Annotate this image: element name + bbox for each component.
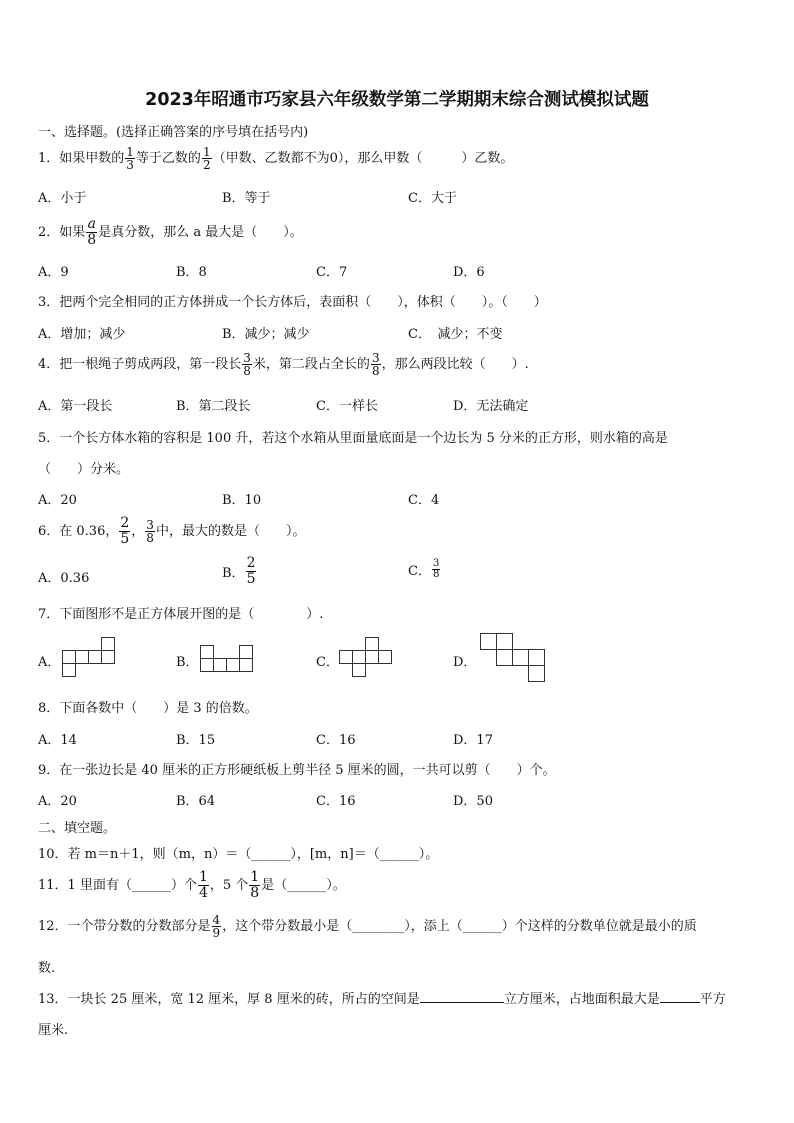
q9-option-c[interactable]: C．16: [316, 794, 356, 809]
question-9: 9．在一张边长是 40 厘米的正方形硬纸板上剪半径 5 厘米的圆，一共可以剪（ ）个。: [38, 763, 556, 778]
q6-option-b[interactable]: B． $\frac{2}{5}$: [222, 555, 256, 587]
q11-text-pre: 11．1 里面有（______）个: [38, 878, 197, 893]
q3-option-a[interactable]: A．增加；减少: [38, 327, 126, 342]
q11-text-mid: ，5 个: [209, 878, 249, 893]
cube-net-d: [480, 633, 546, 685]
q2-text-post: 是真分数，那么 a 最大是（ ）。: [98, 225, 303, 240]
q4-text-pre: 4．把一根绳子剪成两段，第一段长: [38, 357, 242, 372]
q4-text-post: ，那么两段比较（ ）.: [381, 357, 529, 372]
page-title: 2023年昭通市巧家县六年级数学第二学期期末综合测试模拟试题: [145, 90, 649, 110]
question-1: [38, 146, 513, 171]
q9-option-b[interactable]: B．64: [176, 794, 216, 809]
q2-fraction: $\frac{a}{8}$: [87, 216, 97, 248]
cube-net-a: [62, 637, 116, 679]
q11-text-post: 是（______）。: [261, 878, 346, 893]
question-10: 10．若 m＝n＋1，则（m，n）＝（______），[m，n]＝（______）。: [38, 847, 439, 862]
section-heading-choice: 一、选择题。(选择正确答案的序号填在括号内): [38, 125, 309, 140]
q3-option-c[interactable]: C． 减少；不变: [408, 327, 503, 342]
q7-option-b[interactable]: B．: [176, 655, 199, 670]
q12-text-pre: 12．一个带分数的分数部分是: [38, 919, 211, 934]
q6-text-pre: 6．在 0.36，: [38, 524, 119, 539]
question-11: [38, 870, 346, 901]
q5-option-b[interactable]: B．10: [222, 493, 262, 508]
q1-fraction-1: $\frac{1}{3}$: [126, 145, 134, 172]
q6-fraction-2: $\frac{3}{8}$: [146, 518, 154, 545]
q7-option-d[interactable]: D．: [453, 655, 477, 670]
q9-option-a[interactable]: A．20: [38, 794, 77, 809]
question-6: [38, 516, 305, 547]
q5-option-c[interactable]: C．4: [408, 493, 440, 508]
q5-option-a[interactable]: A．20: [38, 493, 77, 508]
q4-fraction-1: $\frac{3}{8}$: [243, 351, 251, 378]
q4-text-mid: 米，第二段占全长的: [252, 357, 370, 372]
question-13: [38, 988, 726, 1007]
question-4: [38, 352, 529, 377]
q13-text-mid: 立方厘米，占地面积最大是: [503, 992, 660, 1007]
section-heading-fill: 二、填空题。: [38, 821, 117, 836]
question-2: [38, 217, 303, 248]
q9-option-d[interactable]: D．50: [453, 794, 493, 809]
q13-text-post: 平方: [699, 992, 726, 1007]
q4-option-a[interactable]: A．第一段长: [38, 399, 113, 414]
q6-option-b-fraction: $\frac{2}{5}$: [246, 555, 256, 587]
q1-option-c[interactable]: C．大于: [408, 191, 457, 206]
q1-option-a[interactable]: A．小于: [38, 191, 87, 206]
q11-fraction-1: $\frac{1}{4}$: [198, 869, 208, 901]
q8-option-b[interactable]: B．15: [176, 733, 216, 748]
q2-option-d[interactable]: D．6: [453, 265, 485, 280]
q6-text-mid: ，: [131, 524, 145, 539]
q12-fraction: $\frac{4}{9}$: [212, 913, 221, 940]
q2-option-a[interactable]: A．9: [38, 265, 69, 280]
q8-option-c[interactable]: C．16: [316, 733, 356, 748]
q4-fraction-2: $\frac{3}{8}$: [371, 351, 380, 378]
q4-option-b[interactable]: B．第二段长: [176, 399, 251, 414]
q1-fraction-2: $\frac{1}{2}$: [202, 145, 211, 172]
q4-option-c[interactable]: C．一样长: [316, 399, 378, 414]
q3-option-b[interactable]: B．减少；减少: [222, 327, 310, 342]
q11-fraction-2: $\frac{1}{8}$: [250, 869, 260, 901]
q13-text-pre: 13．一块长 25 厘米，宽 12 厘米，厚 8 厘米的砖，所占的空间是: [38, 992, 420, 1007]
question-8: 8．下面各数中（ ）是 3 的倍数。: [38, 701, 258, 716]
cube-net-c: [339, 637, 393, 679]
question-5-line-2: （ ）分米。: [38, 462, 130, 477]
q8-option-d[interactable]: D．17: [453, 733, 493, 748]
q4-option-d[interactable]: D．无法确定: [453, 399, 529, 414]
cube-net-b: [200, 645, 254, 673]
q7-option-c[interactable]: C．: [316, 655, 339, 670]
q1-text-mid: 等于乙数的: [135, 151, 201, 166]
q1-option-b[interactable]: B．等于: [222, 191, 271, 206]
question-7: 7．下面图形不是正方体展开图的是（ ）.: [38, 607, 324, 622]
q6-option-c[interactable]: C． $\frac{3}{8}$: [408, 558, 440, 580]
q2-option-c[interactable]: C．7: [316, 265, 348, 280]
q6-text-post: 中，最大的数是（ ）。: [155, 524, 306, 539]
q6-fraction-1: $\frac{2}{5}$: [120, 515, 130, 547]
q8-option-a[interactable]: A．14: [38, 733, 77, 748]
q2-option-b[interactable]: B．8: [176, 265, 207, 280]
q13-blank-volume[interactable]: [420, 1002, 504, 1003]
q12-text-post: ，这个带分数最小是（________），添上（______）个这样的分数单位就是最小的质: [222, 919, 697, 934]
q1-text-pre: 1．如果甲数的: [38, 151, 125, 166]
question-13-line-2: 厘米.: [38, 1023, 69, 1038]
q6-option-c-fraction: $\frac{3}{8}$: [432, 558, 440, 580]
question-3: 3．把两个完全相同的正方体拼成一个长方体后，表面积（ ），体积（ ）。（ ）: [38, 295, 547, 310]
q6-option-a[interactable]: A．0.36: [38, 571, 90, 586]
q1-text-post: （甲数、乙数都不为0），那么甲数（ ）乙数。: [212, 151, 514, 166]
q7-option-a[interactable]: A．: [38, 655, 61, 670]
q2-text-pre: 2．如果: [38, 225, 86, 240]
q13-blank-area[interactable]: [660, 1002, 700, 1003]
question-12: [38, 914, 697, 939]
question-12-line-2: 数.: [38, 961, 56, 976]
question-5-line-1: 5．一个长方体水箱的容积是 100 升，若这个水箱从里面量底面是一个边长为 5 分米的正方形，则水箱的高是: [38, 431, 668, 446]
